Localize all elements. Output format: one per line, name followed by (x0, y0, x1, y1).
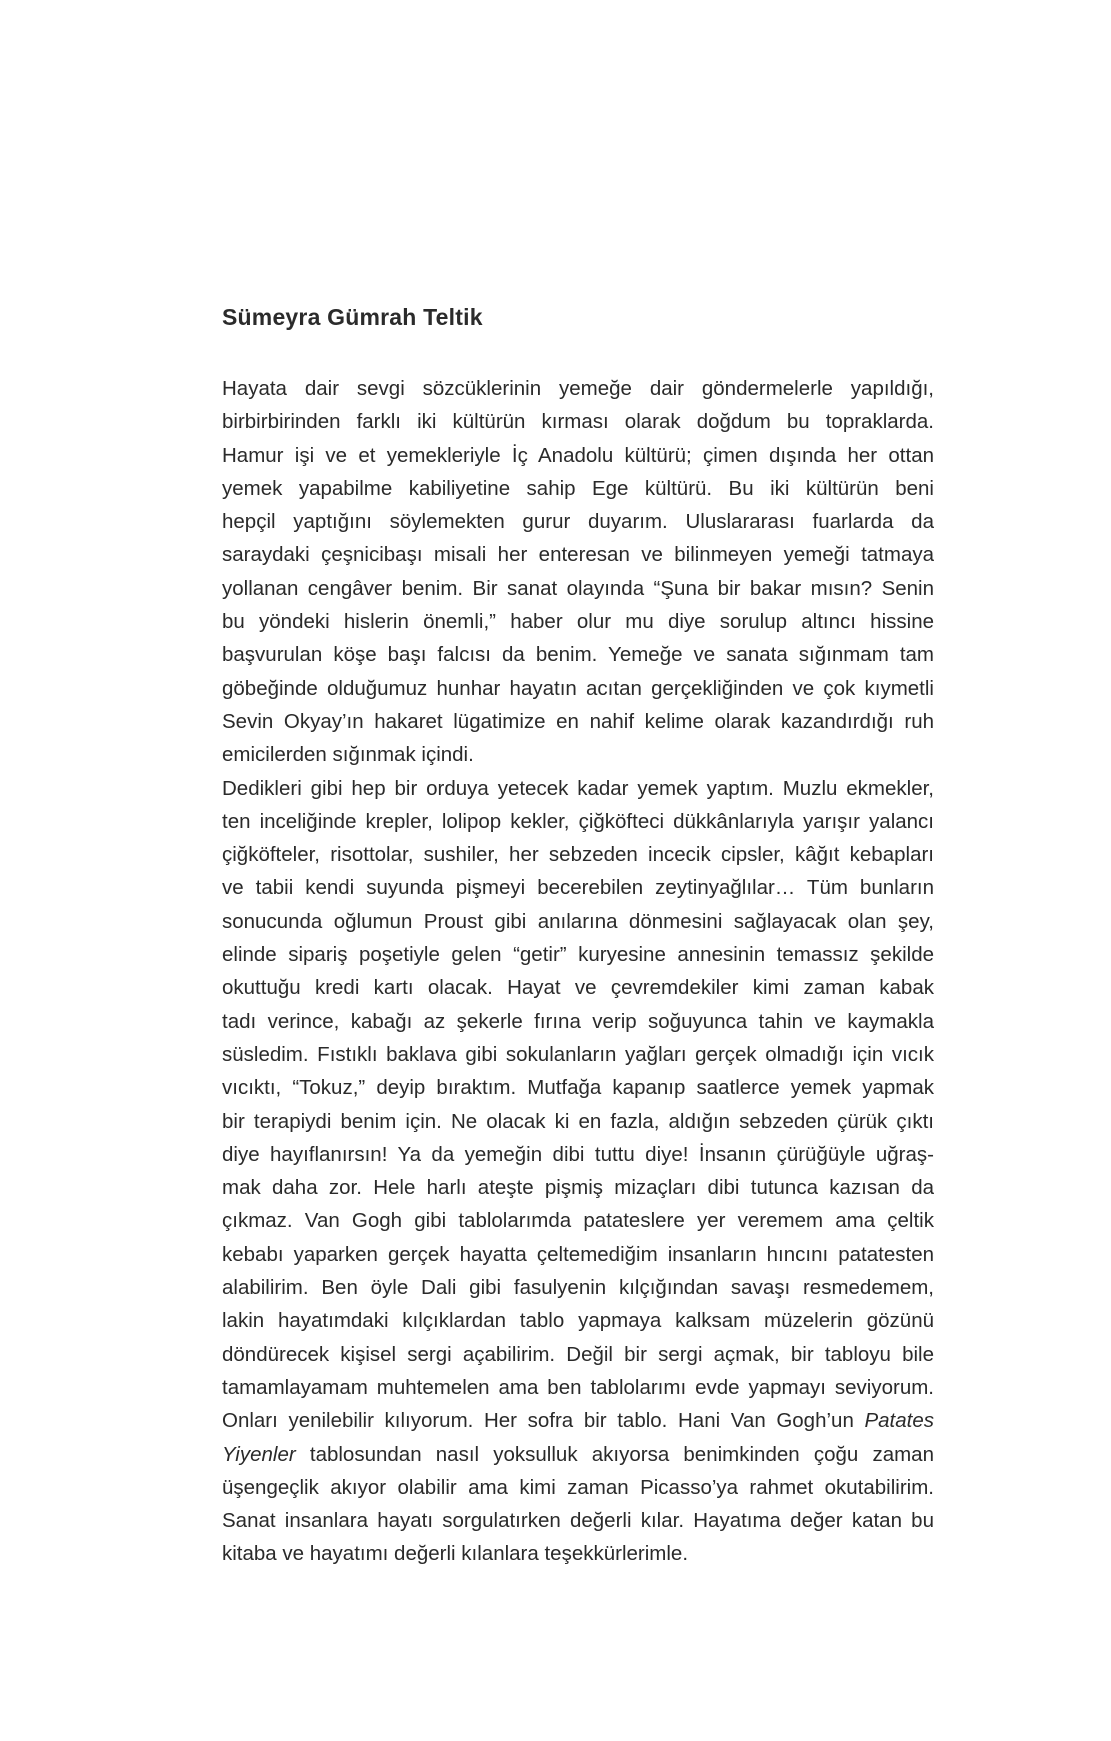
text-line (222, 1471, 934, 1504)
text-line-content: birbirbirinden farklı iki kültürün kırması olarak doğdum bu topraklarda. (222, 410, 934, 434)
text-line-content: ve tabii kendi suyunda pişmeyi becerebilen zeytinyağlılar… Tüm bunların (222, 876, 934, 900)
text-line (222, 1204, 934, 1237)
text-line-content: Onları yenilebilir kılıyorum. Her sofra bir tablo. Hani Van Gogh’un (222, 1409, 865, 1433)
text-line-content: Sanat insanlara hayatı sorgulatırken değerli kılar. Hayatıma değer katan bu (222, 1509, 934, 1533)
text-line (222, 705, 934, 738)
text-line-content: yemek yapabilme kabiliyetine sahip Ege kültürü. Bu iki kültürün beni (222, 476, 934, 500)
text-line (222, 1105, 934, 1138)
text-line (222, 1304, 934, 1337)
text-line-content: mak daha zor. Hele harlı ateşte pişmiş mizaçları dibi tutunca kazısan da (222, 1176, 934, 1200)
text-line-content: okuttuğu kredi kartı olacak. Hayat ve çevremdekiler kimi zaman kabak (222, 976, 934, 1000)
text-line (222, 1438, 934, 1471)
text-line (222, 1504, 934, 1537)
text-line (222, 938, 934, 971)
text-line-content: çıkmaz. Van Gogh gibi tablolarımda patateslere yer veremem ama çeltik (222, 1209, 934, 1233)
text-line (222, 1271, 934, 1304)
text-line (222, 405, 934, 438)
text-line-content: yollanan cengâver benim. Bir sanat olayında “Şuna bir bakar mısın? Senin (222, 576, 934, 600)
text-line (222, 1371, 934, 1404)
text-line (222, 1537, 934, 1570)
text-line (222, 538, 934, 571)
text-line (222, 572, 934, 605)
text-line (222, 805, 934, 838)
text-line (222, 439, 934, 472)
author-name: Sümeyra Gümrah Teltik (222, 304, 483, 330)
text-line (222, 472, 934, 505)
text-line (222, 838, 934, 871)
text-line (222, 505, 934, 538)
text-line-content: bir terapiydi benim için. Ne olacak ki en fazla, aldığın sebzeden çürük çıktı (222, 1109, 934, 1133)
text-line (222, 1404, 934, 1437)
text-line-content: tablosundan nasıl yoksulluk akıyorsa benimkinden çoğu zaman (295, 1442, 934, 1466)
text-line (222, 738, 934, 771)
text-line-content: emicilerden sığınmak içindi. (222, 743, 474, 767)
text-line-content: kitaba ve hayatımı değerli kılanlara teşekkürlerimle. (222, 1542, 689, 1566)
text-line-content: başvurulan köşe başı falcısı da benim. Yemeğe ve sanata sığınmam tam (222, 643, 934, 667)
text-line (222, 905, 934, 938)
text-line (222, 971, 934, 1004)
text-line (222, 871, 934, 904)
text-line-content: Sevin Okyay’ın hakaret lügatimize en nahif kelime olarak kazandırdığı ruh (222, 709, 934, 733)
text-line-content: tamamlayamam muhtemelen ama ben tablolarımı evde yapmayı seviyorum. (222, 1375, 934, 1399)
text-line-content: kebabı yaparken gerçek hayatta çeltemediğim insanların hıncını patatesten (222, 1242, 934, 1266)
text-line-content: vıcıktı, “Tokuz,” deyip bıraktım. Mutfağa kapanıp saatlerce yemek yapmak (222, 1076, 934, 1100)
text-line-content: bu yöndeki hislerin önemli,” haber olur mu diye sorulup altıncı hissine (222, 610, 934, 634)
text-line (222, 1171, 934, 1204)
text-line-content: hepçil yaptığını söylemekten gurur duyarım. Uluslararası fuarlarda da (222, 510, 934, 534)
text-line (222, 1238, 934, 1271)
text-line (222, 1138, 934, 1171)
text-line (222, 372, 934, 405)
text-line-content: lakin hayatımdaki kılçıklardan tablo yapmaya kalksam müzelerin gözünü (222, 1309, 934, 1333)
text-line-content: tadı verince, kabağı az şekerle fırına verip soğuyunca tahin ve kaymakla (222, 1009, 934, 1033)
text-line-content: süsledim. Fıstıklı baklava gibi sokulanların yağları gerçek olmadığı için vıcık (222, 1042, 934, 1066)
text-line (222, 672, 934, 705)
text-line (222, 1071, 934, 1104)
text-line-content: üşengeçlik akıyor olabilir ama kimi zaman Picasso’ya rahmet okutabilirim. (222, 1475, 934, 1499)
text-line-content: diye hayıflanırsın! Ya da yemeğin dibi tuttu diye! İnsanın çürüğüyle uğraş- (222, 1142, 934, 1166)
text-line-content: göbeğinde olduğumuz hunhar hayatın acıtan gerçekliğinden ve çok kıymetli (222, 676, 934, 700)
text-line-content: ten inceliğinde krepler, lolipop kekler, çiğköfteci dükkânlarıyla yarışır yalancı (222, 809, 934, 833)
text-line-content: Hamur işi ve et yemekleriyle İç Anadolu kültürü; çimen dışında her ottan (222, 443, 934, 467)
text-line (222, 605, 934, 638)
text-line (222, 1005, 934, 1038)
text-line-content: elinde sipariş poşetiyle gelen “getir” kuryesine annesinin temassız şekilde (222, 943, 934, 967)
text-line (222, 1038, 934, 1071)
text-line-content: sonucunda oğlumun Proust gibi anılarına dönmesini sağlayacak olan şey, (222, 909, 934, 933)
text-line-content: Dedikleri gibi hep bir orduya yetecek kadar yemek yaptım. Muzlu ekmekler, (222, 776, 934, 800)
text-line-content: alabilirim. Ben öyle Dali gibi fasulyenin kılçığından savaşı resmedemem, (222, 1276, 934, 1300)
text-line-content: saraydaki çeşnicibaşı misali her enteresan ve bilinmeyen yemeği tatmaya (222, 543, 934, 567)
italic-title: Yiyenler (222, 1442, 296, 1466)
text-line (222, 772, 934, 805)
text-line-content: döndürecek kişisel sergi açabilirim. Değil bir sergi açmak, bir tabloyu bile (222, 1342, 934, 1366)
text-line (222, 1338, 934, 1371)
text-line (222, 638, 934, 671)
text-line-content: Hayata dair sevgi sözcüklerinin yemeğe dair göndermelerle yapıldığı, (222, 377, 934, 400)
italic-title: Patates (864, 1409, 934, 1433)
text-line-content: çiğköfteler, risottolar, sushiler, her sebzeden incecik cipsler, kâğıt kebapları (222, 843, 934, 867)
essay-text (222, 372, 934, 1571)
